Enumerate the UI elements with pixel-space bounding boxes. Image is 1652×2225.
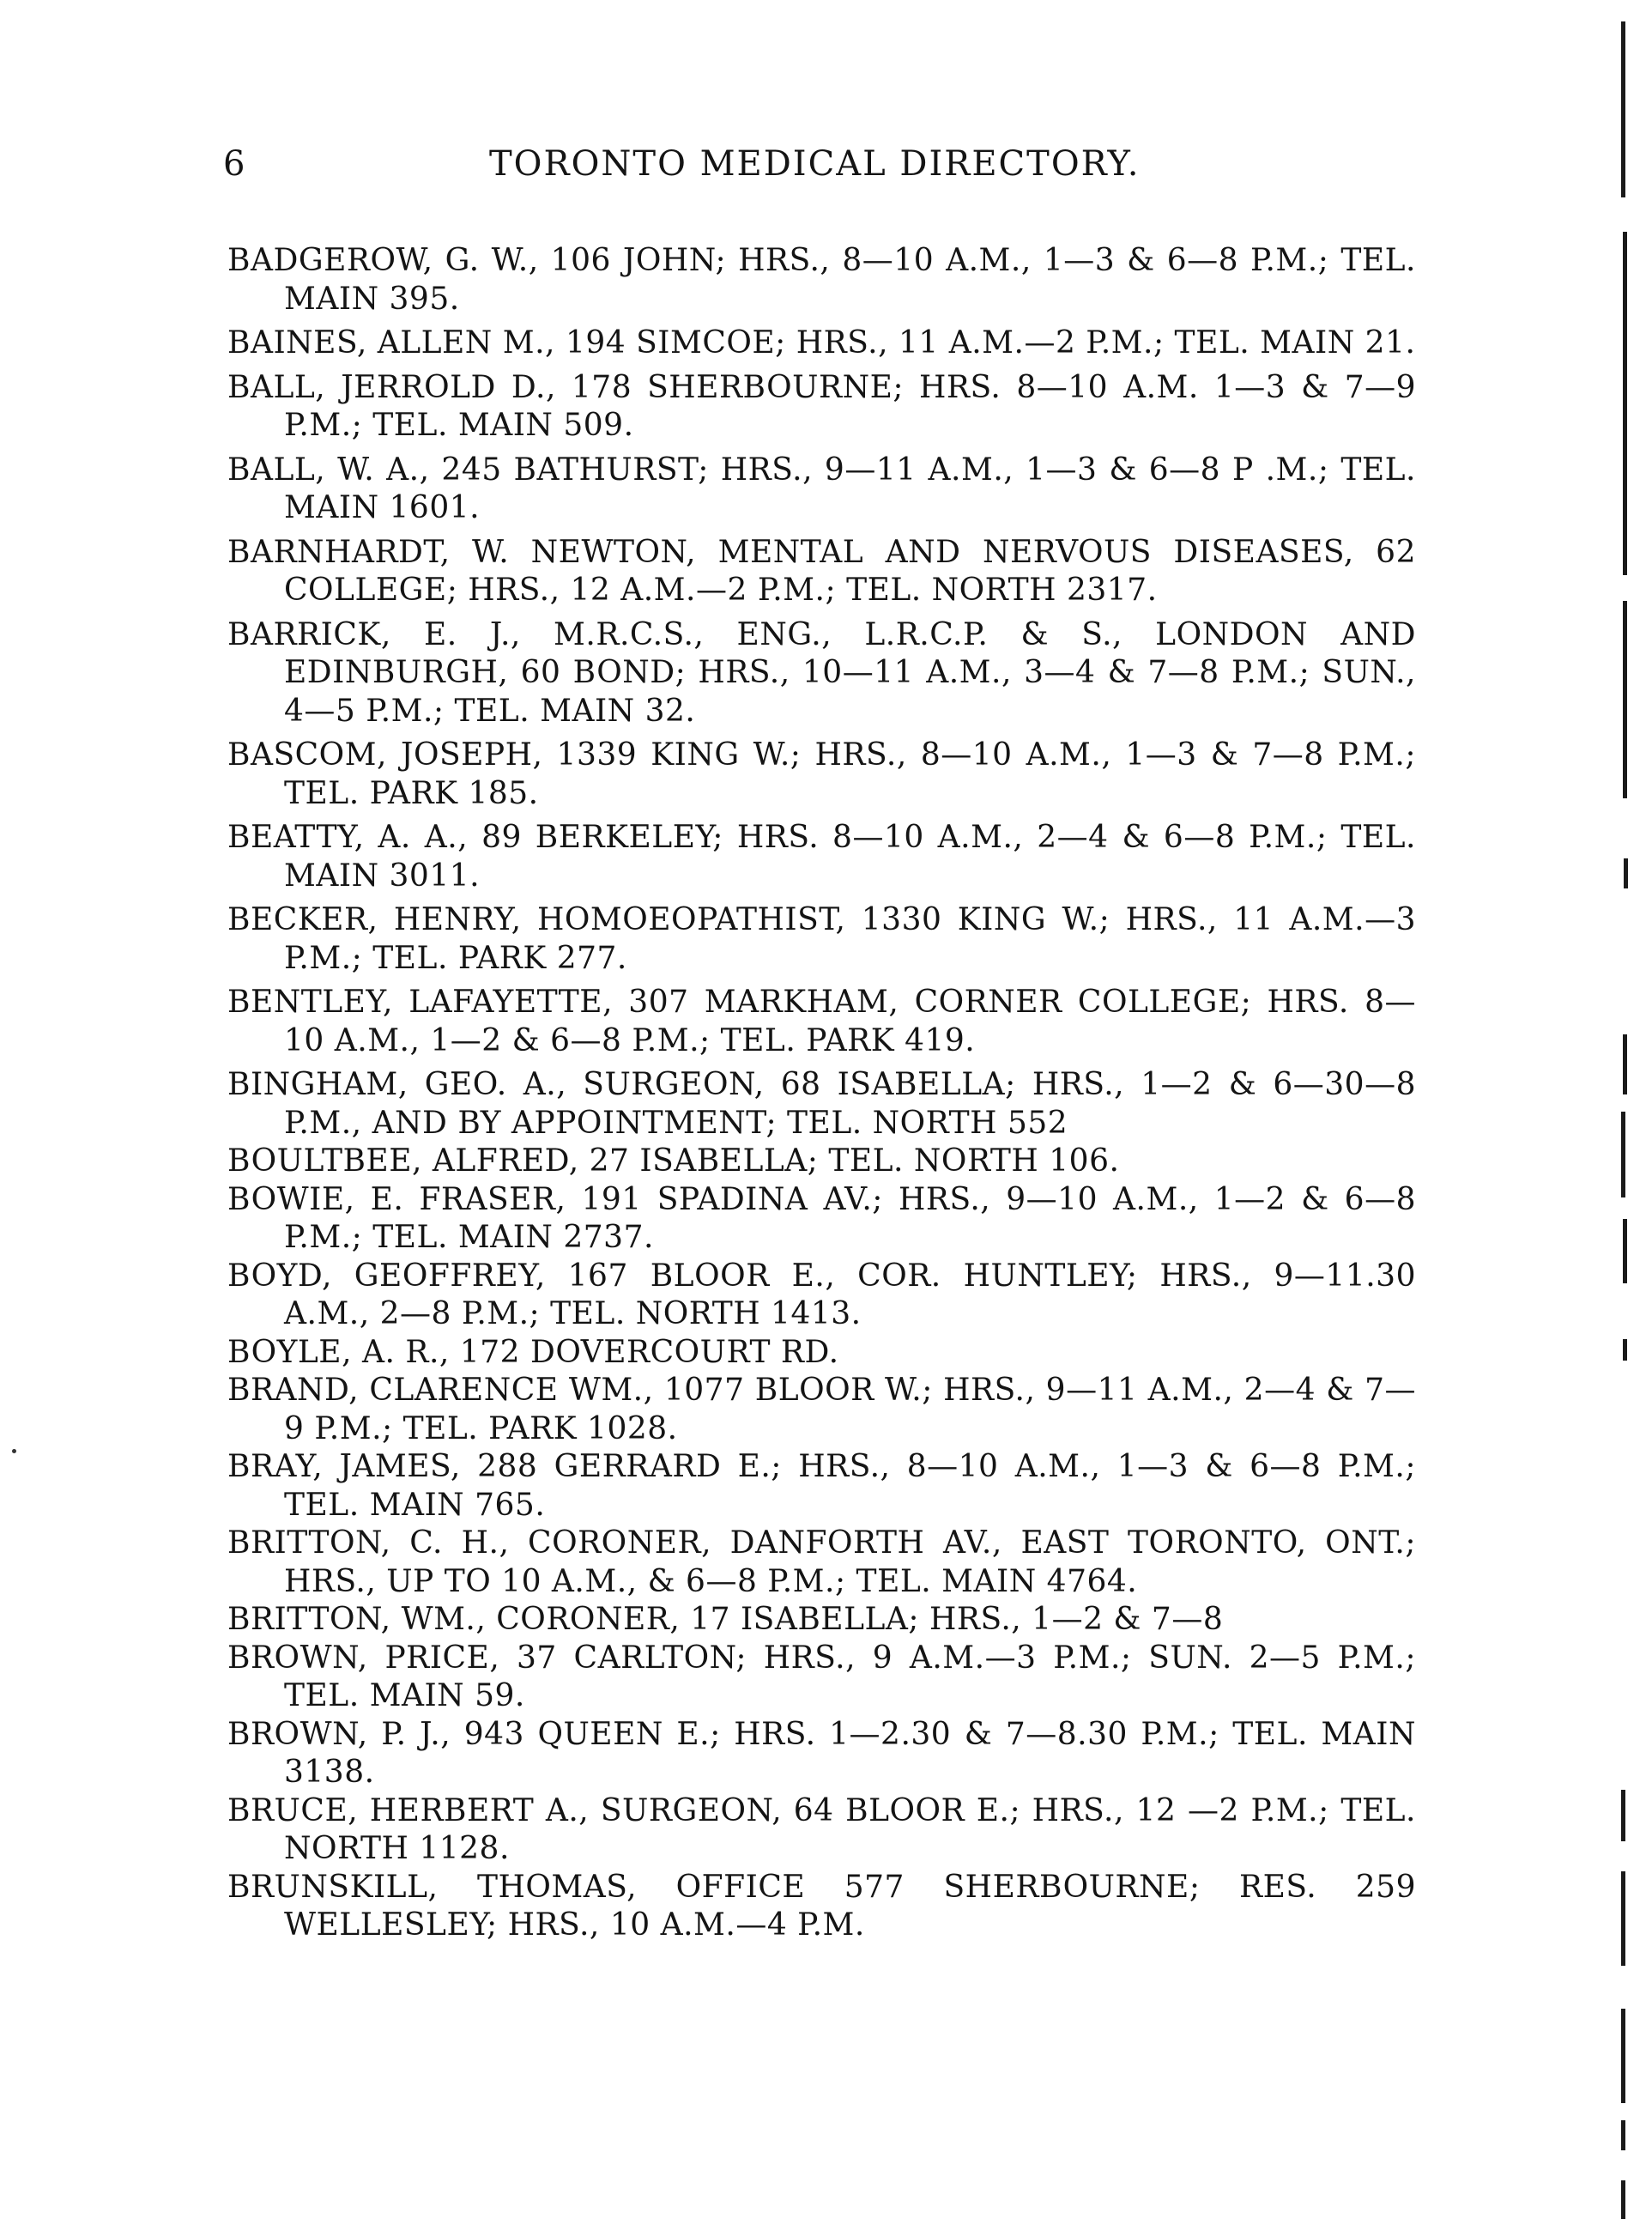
gutter-mark (1623, 1219, 1627, 1283)
directory-entry: BRAY, JAMES, 288 GERRARD E.; HRS., 8—10 A.M., 1—3 & 6—8 P.M.; TEL. MAIN 765. (227, 1449, 1416, 1523)
gutter-mark (1621, 1871, 1625, 1966)
directory-entry: BARRICK, E. J., M.R.C.S., ENG., L.R.C.P. & S., LONDON AND EDINBURGH, 60 BOND; HRS., 10—11 A.M., 3—4 & 7—8 P.M.; SUN., 4—5 P.M.; TEL. MAIN 32. (227, 616, 1416, 729)
gutter-mark (1623, 232, 1627, 575)
directory-entry: BOYLE, A. R., 172 DOVERCOURT RD. (227, 1334, 839, 1370)
directory-entry: BALL, W. A., 245 BATHURST; HRS., 9—11 A.M., 1—3 & 6—8 P .M.; TEL. MAIN 1601. (227, 452, 1416, 525)
directory-entry: BENTLEY, LAFAYETTE, 307 MARKHAM, CORNER COLLEGE; HRS. 8—10 A.M., 1—2 & 6—8 P.M.; TEL. PARK 419. (227, 985, 1416, 1058)
directory-entry: BARNHARDT, W. NEWTON, MENTAL AND NERVOUS DISEASES, 62 COLLEGE; HRS., 12 A.M.—2 P.M.; TEL. NORTH 2317. (227, 534, 1416, 608)
directory-entry: BAINES, ALLEN M., 194 SIMCOE; HRS., 11 A.M.—2 P.M.; TEL. MAIN 21. (227, 325, 1416, 361)
directory-entry: BROWN, P. J., 943 QUEEN E.; HRS. 1—2.30 & 7—8.30 P.M.; TEL. MAIN 3138. (227, 1716, 1416, 1790)
gutter-mark (1623, 601, 1627, 798)
page-header (223, 144, 1425, 196)
gutter-mark (1623, 1034, 1627, 1094)
directory-entry: BINGHAM, GEO. A., SURGEON, 68 ISABELLA; HRS., 1—2 & 6—30—8 P.M., AND BY APPOINTMENT; TEL. NORTH 552 (227, 1067, 1416, 1141)
running-title: TORONTO MEDICAL DIRECTORY. (489, 144, 1141, 184)
directory-entry: BASCOM, JOSEPH, 1339 KING W.; HRS., 8—10 A.M., 1—3 & 7—8 P.M.; TEL. PARK 185. (227, 737, 1416, 811)
gutter-mark (1623, 1339, 1627, 1361)
directory-entry: BRITTON, WM., CORONER, 17 ISABELLA; HRS., 1—2 & 7—8 (227, 1602, 1224, 1637)
directory-entry: BRUNSKILL, THOMAS, OFFICE 577 SHERBOURNE; RES. 259 WELLESLEY; HRS., 10 A.M.—4 P.M. (227, 1869, 1416, 1943)
directory-entry: BECKER, HENRY, HOMOEOPATHIST, 1330 KING W.; HRS., 11 A.M.—3 P.M.; TEL. PARK 277. (227, 902, 1416, 976)
directory-entry: BOWIE, E. FRASER, 191 SPADINA AV.; HRS., 9—10 A.M., 1—2 & 6—8 P.M.; TEL. MAIN 2737. (227, 1181, 1416, 1255)
directory-entry: BRAND, CLARENCE WM., 1077 BLOOR W.; HRS., 9—11 A.M., 2—4 & 7—9 P.M.; TEL. PARK 1028. (227, 1373, 1416, 1446)
directory-entry: BOYD, GEOFFREY, 167 BLOOR E., COR. HUNTLEY; HRS., 9—11.30 A.M., 2—8 P.M.; TEL. NORTH 1413. (227, 1258, 1416, 1331)
gutter-mark (1621, 2120, 1625, 2150)
gutter-mark (1621, 1112, 1625, 1197)
directory-entry: BOULTBEE, ALFRED, 27 ISABELLA; TEL. NORTH 106. (227, 1143, 1120, 1179)
directory-entry: BEATTY, A. A., 89 BERKELEY; HRS. 8—10 A.M., 2—4 & 6—8 P.M.; TEL. MAIN 3011. (227, 820, 1416, 894)
gutter-mark (1621, 21, 1625, 197)
directory-entry: BRUCE, HERBERT A., SURGEON, 64 BLOOR E.; HRS., 12 —2 P.M.; TEL. NORTH 1128. (227, 1792, 1416, 1866)
gutter-mark (1624, 858, 1628, 888)
gutter-mark (1621, 2180, 1625, 2219)
directory-entry: BALL, JERROLD D., 178 SHERBOURNE; HRS. 8—10 A.M. 1—3 & 7—9 P.M.; TEL. MAIN 509. (227, 369, 1416, 443)
page-number: 6 (223, 144, 246, 184)
scan-speck (12, 1449, 16, 1453)
directory-entry: BROWN, PRICE, 37 CARLTON; HRS., 9 A.M.—3 P.M.; SUN. 2—5 P.M.; TEL. MAIN 59. (227, 1640, 1416, 1713)
gutter-mark (1621, 1790, 1625, 1841)
directory-entry: BADGEROW, G. W., 106 JOHN; HRS., 8—10 A.M., 1—3 & 6—8 P.M.; TEL. MAIN 395. (227, 243, 1416, 317)
directory-entries (227, 242, 1416, 1945)
gutter-mark (1621, 2009, 1625, 2103)
directory-entry: BRITTON, C. H., CORONER, DANFORTH AV., EAST TORONTO, ONT.; HRS., UP TO 10 A.M., & 6—8 P.M.; TEL. MAIN 4764. (227, 1525, 1416, 1599)
